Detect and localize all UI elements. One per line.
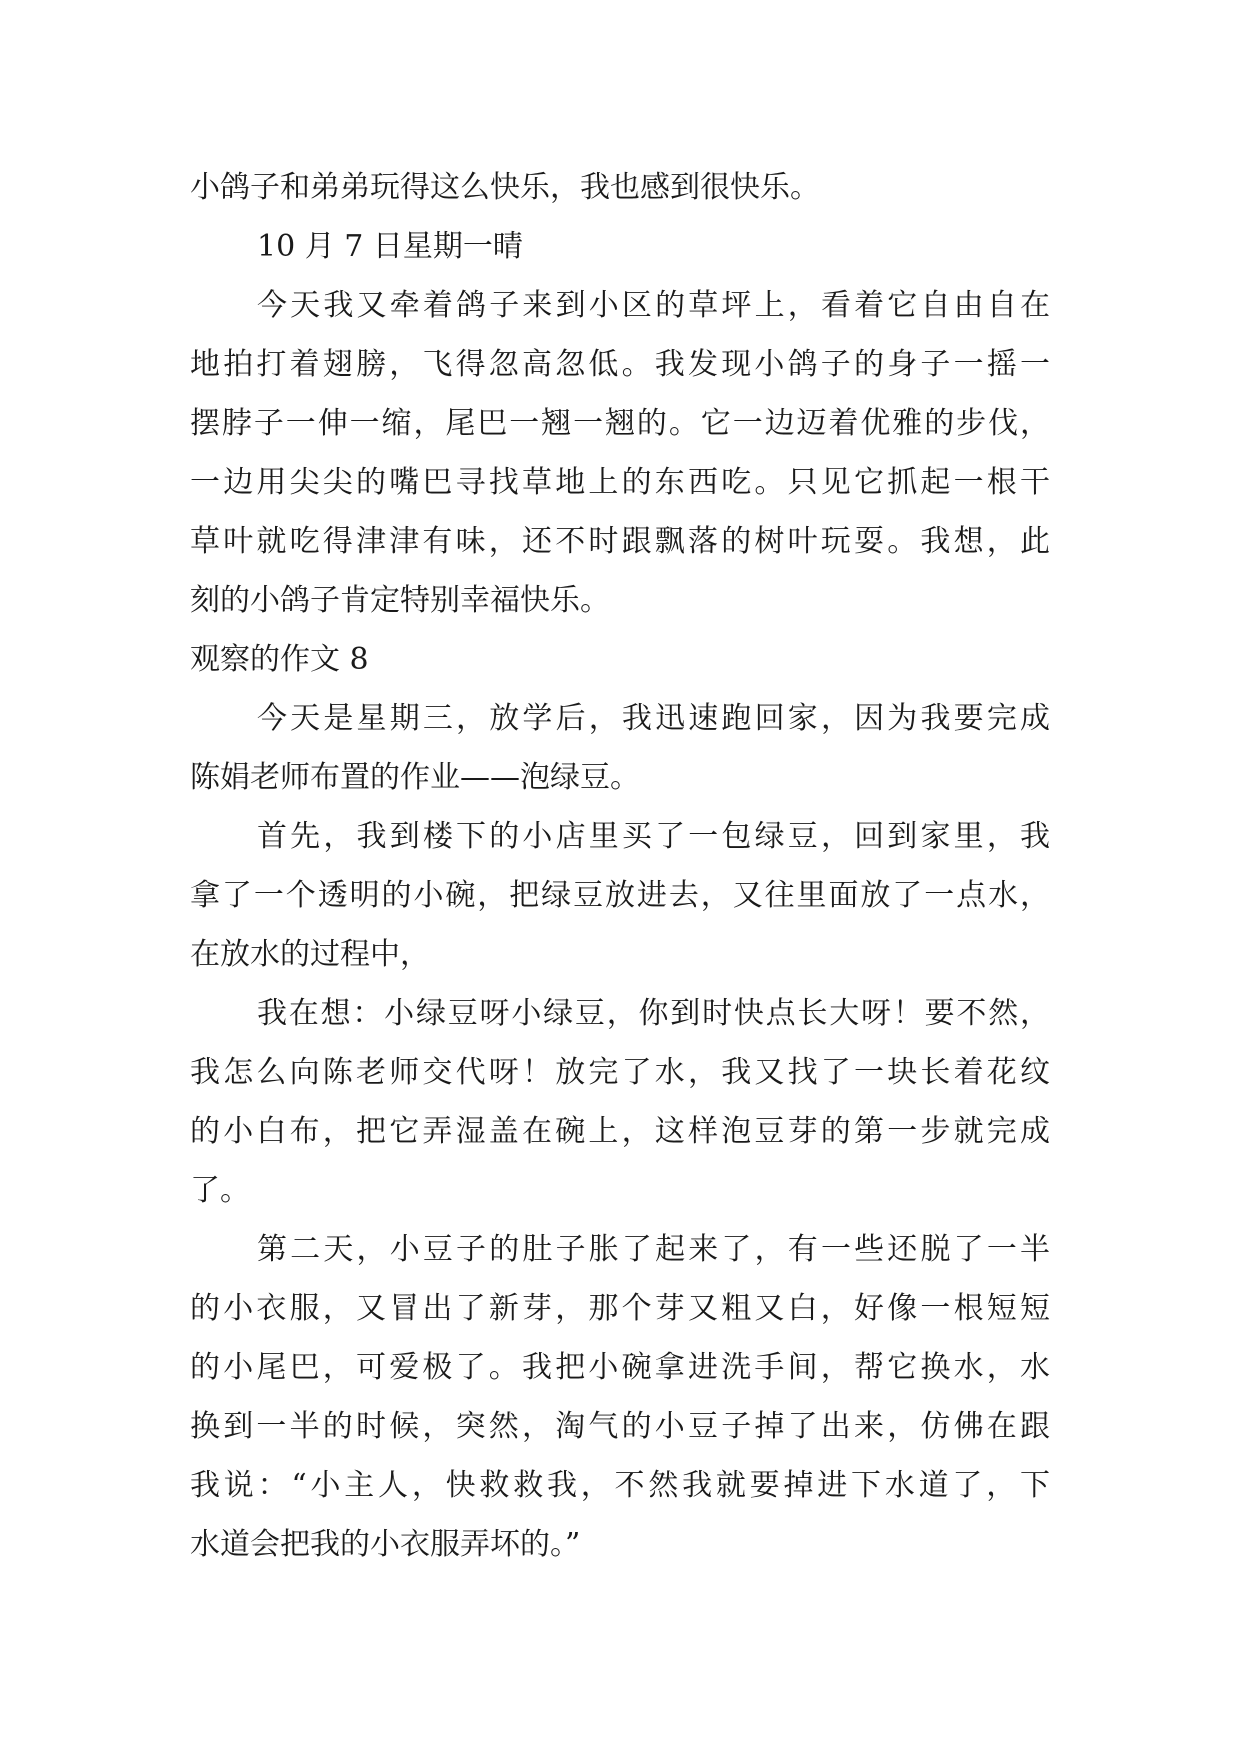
paragraph-line: 刻的小鸽子肯定特别幸福快乐。 [190,583,610,618]
paragraph-line: 的小衣服，又冒出了新芽，那个芽又粗又白，好像一根短短 [190,1291,1050,1326]
paragraph-line: 在放水的过程中， [190,937,430,972]
paragraph-line: 拿了一个透明的小碗，把绿豆放进去，又往里面放了一点水， [190,878,1050,913]
paragraph-line: 我怎么向陈老师交代呀！放完了水，我又找了一块长着花纹 [190,1055,1050,1090]
paragraph-line: 水道会把我的小衣服弄坏的。” [190,1527,581,1562]
paragraph-line: 我说：“小主人，快救救我，不然我就要掉进下水道了，下 [190,1468,1050,1503]
paragraph-line: 换到一半的时候，突然，淘气的小豆子掉了出来，仿佛在跟 [190,1409,1050,1444]
paragraph-line: 地拍打着翅膀，飞得忽高忽低。我发现小鸽子的身子一摇一 [190,347,1050,382]
paragraph-line: 陈娟老师布置的作业——泡绿豆。 [190,760,640,795]
paragraph-line: 的小白布，把它弄湿盖在碗上，这样泡豆芽的第一步就完成 [190,1114,1050,1149]
paragraph-line: 的小尾巴，可爱极了。我把小碗拿进洗手间，帮它换水，水 [190,1350,1050,1385]
paragraph-line: 草叶就吃得津津有味，还不时跟飘落的树叶玩耍。我想，此 [190,524,1050,559]
paragraph-line: 摆脖子一伸一缩，尾巴一翘一翘的。它一边迈着优雅的步伐， [190,406,1050,441]
paragraph-line: 今天是星期三，放学后，我迅速跑回家，因为我要完成 [257,701,1050,736]
paragraph-line: 第二天，小豆子的肚子胀了起来了，有一些还脱了一半 [257,1232,1050,1267]
paragraph-line: 了。 [190,1173,250,1208]
document-body [190,158,1050,1574]
section-title: 观察的作文 8 [190,642,369,677]
paragraph-line: 今天我又牵着鸽子来到小区的草坪上，看着它自由自在 [257,288,1050,323]
paragraph-line: 我在想：小绿豆呀小绿豆，你到时快点长大呀！要不然， [257,996,1050,1031]
paragraph-line: 小鸽子和弟弟玩得这么快乐，我也感到很快乐。 [190,170,820,205]
paragraph-line: 首先，我到楼下的小店里买了一包绿豆，回到家里，我 [257,819,1050,854]
diary-date-heading: 10 月 7 日星期一晴 [257,229,523,264]
paragraph-line: 一边用尖尖的嘴巴寻找草地上的东西吃。只见它抓起一根干 [190,465,1050,500]
